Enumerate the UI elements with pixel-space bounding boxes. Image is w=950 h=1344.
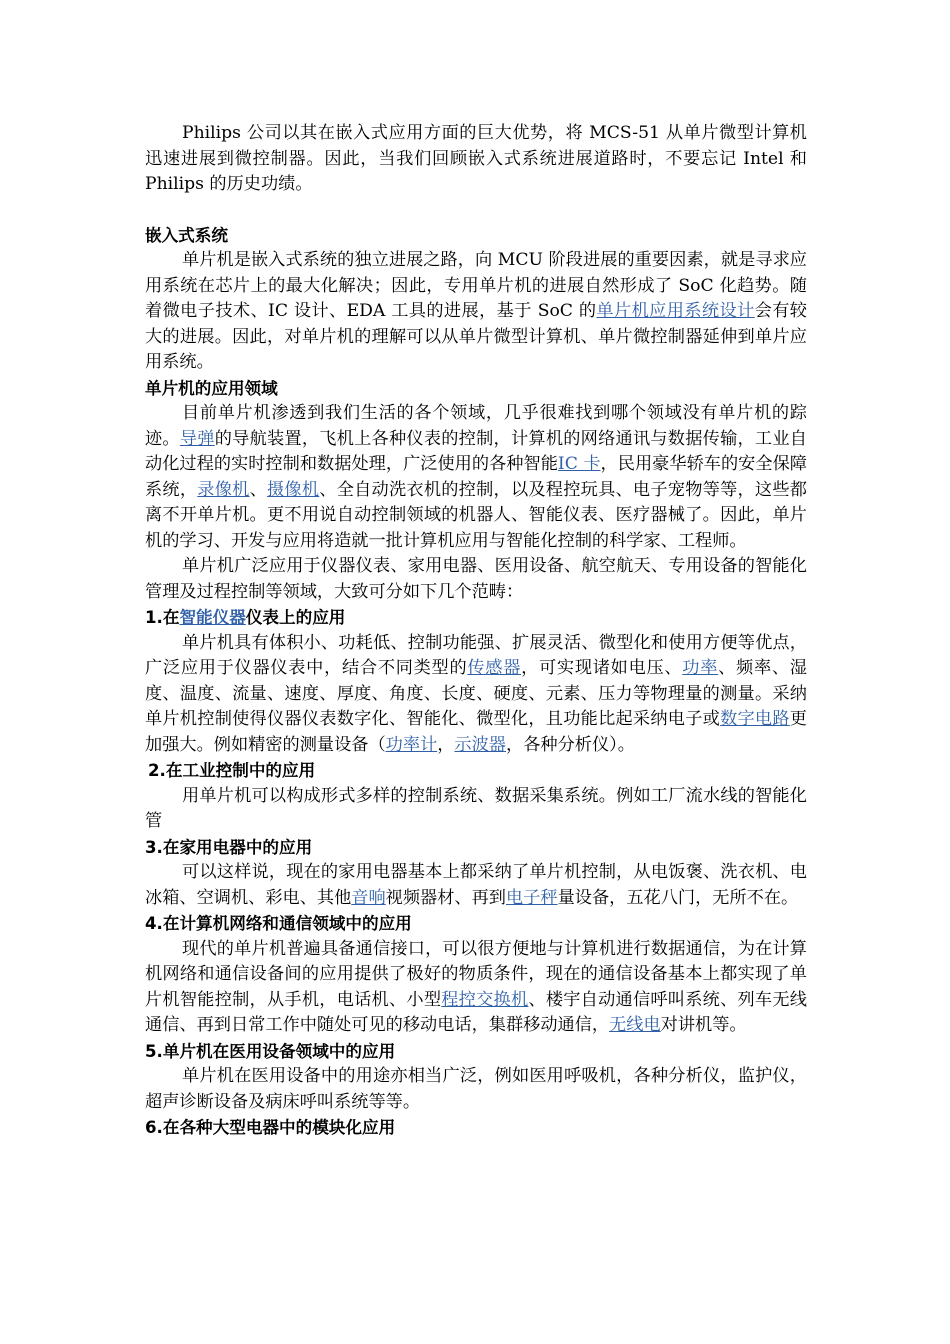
text: 会有较大的进展。因此，对单片机的理解可以从单片微型计算机、单片微控制器延伸到单片应用系统。	[145, 301, 807, 372]
paragraph-section-4	[145, 937, 807, 1039]
text: 、频率、湿度、温度、流量、速度、厚度、角度、长度、硬度、元素、压力等物理量的测量。采纳单片机控制使得仪器仪表数字化、智能化、微型化，且功能比起采纳电子或	[145, 658, 807, 729]
link-ic-card[interactable]: IC 卡	[557, 454, 601, 474]
link-smart-instrument[interactable]: 智能仪器	[179, 608, 246, 627]
text: 更加强大。例如精密的测量设备（	[145, 709, 807, 755]
link-power[interactable]: 功率	[682, 658, 719, 678]
heading-section-3: 3.在家用电器中的应用	[145, 837, 313, 857]
document-page	[145, 121, 807, 1141]
text: 单片机具有体积小、功耗低、控制功能强、扩展灵活、微型化和使用方便等优点，广泛应用于仪器仪表中，结合不同类型的	[145, 632, 807, 678]
text: 单片机广泛应用于仪器仪表、家用电器、医用设备、航空航天、专用设备的智能化管理及过程控制等领域，大致可分如下几个范畴：	[145, 556, 807, 602]
link-power-meter[interactable]: 功率计	[385, 734, 438, 755]
paragraph-section-5	[145, 1064, 807, 1115]
link-camera[interactable]: 摄像机	[267, 479, 320, 500]
text: 量设备，五花八门，无所不在。	[557, 887, 799, 908]
paragraph-philips	[145, 121, 807, 198]
link-audio[interactable]: 音响	[351, 887, 386, 908]
text: 视频器材、再到	[385, 887, 506, 908]
heading-application-fields: 单片机的应用领域	[145, 378, 278, 398]
text: Philips 公司以其在嵌入式应用方面的巨大优势，将 MCS-51 从单片微型计算机迅速进展到微控制器。因此，当我们回顾嵌入式系统进展道路时，不要忘记 Intel 和 Philips 的历史功绩。	[145, 123, 807, 194]
paragraph-embedded-systems	[145, 248, 807, 376]
text: 可以这样说，现在的家用电器基本上都采纳了单片机控制，从电饭褒、洗衣机、电冰箱、空调机、彩电、其他	[145, 862, 807, 908]
link-missile[interactable]: 导弹	[179, 428, 215, 449]
link-pbx[interactable]: 程控交换机	[441, 989, 529, 1010]
paragraph-section-2	[145, 784, 807, 835]
link-digital-circuit[interactable]: 数字电路	[720, 709, 790, 729]
text: 目前单片机渗透到我们生活的各个领域，几乎很难找到哪个领域没有单片机的踪迹。	[145, 403, 807, 449]
paragraph-section-3	[145, 860, 807, 911]
text: 、	[249, 479, 267, 500]
heading-embedded-systems: 嵌入式系统	[145, 225, 228, 245]
link-video-recorder[interactable]: 录像机	[197, 479, 250, 500]
text: 、全自动洗衣机的控制，以及程控玩具、电子宠物等等，这些都离不开单片机。更不用说自动控制领域的机器人、智能仪表、医疗器械了。因此，单片机的学习、开发与应用将造就一批计算机应用与智能化控制的科学家、工程师。	[145, 479, 807, 551]
heading-section-5: 5.单片机在医用设备领域中的应用	[145, 1041, 396, 1061]
heading-section-4: 4.在计算机网络和通信领域中的应用	[145, 914, 412, 933]
text: 的导航装置，飞机上各种仪表的控制，计算机的网络通讯与数据传输，工业自动化过程的实时控制和数据处理，广泛使用的各种智能	[145, 428, 807, 474]
heading-section-6: 6.在各种大型电器中的模块化应用	[145, 1118, 396, 1137]
text: 对讲机等。	[660, 1015, 747, 1035]
link-oscilloscope[interactable]: 示波器	[454, 734, 506, 755]
paragraph-fields-2	[145, 554, 807, 605]
paragraph-fields-1	[145, 401, 807, 554]
heading-section-1	[145, 605, 807, 631]
link-electronic-scale[interactable]: 电子秤	[505, 887, 558, 908]
text: 1.在	[145, 608, 180, 627]
paragraph-section-1	[145, 631, 807, 759]
heading-section-2: 2.在工业控制中的应用	[148, 761, 316, 780]
text: ，民用豪华轿车的安全保障系统，	[145, 454, 807, 500]
link-radio[interactable]: 无线电	[609, 1015, 661, 1035]
text: ，各种分析仪）。	[506, 734, 635, 755]
text: 单片机是嵌入式系统的独立进展之路，向 MCU 阶段进展的重要因素，就是寻求应用系统在芯片上的最大化解决；因此，专用单片机的进展自然形成了 SoC 化趋势。随着微电子技术、IC 设计、EDA 工具的进展，基于 SoC 的	[145, 250, 807, 321]
text: 、楼宇自动通信呼叫系统、列车无线通信、再到日常工作中随处可见的移动电话，集群移动通信，	[145, 989, 807, 1035]
text: 现代的单片机普遍具备通信接口，可以很方便地与计算机进行数据通信，为在计算机网络和通信设备间的应用提供了极好的物质条件，现在的通信设备基本上都实现了单片机智能控制，从手机，电话机、小型	[145, 938, 807, 1010]
text: ，	[437, 734, 455, 755]
spacer	[145, 198, 807, 223]
text: ，可实现诸如电压、	[521, 658, 683, 678]
text: 用单片机可以构成形式多样的控制系统、数据采集系统。例如工厂流水线的智能化管	[145, 785, 807, 831]
text: 单片机在医用设备中的用途亦相当广泛，例如医用呼吸机，各种分析仪，监护仪，超声诊断设备及病床呼叫系统等等。	[145, 1066, 807, 1112]
link-sensor[interactable]: 传感器	[467, 658, 522, 678]
link-mcu-app-design[interactable]: 单片机应用系统设计	[596, 301, 755, 321]
text: 仪表上的应用	[245, 608, 346, 627]
